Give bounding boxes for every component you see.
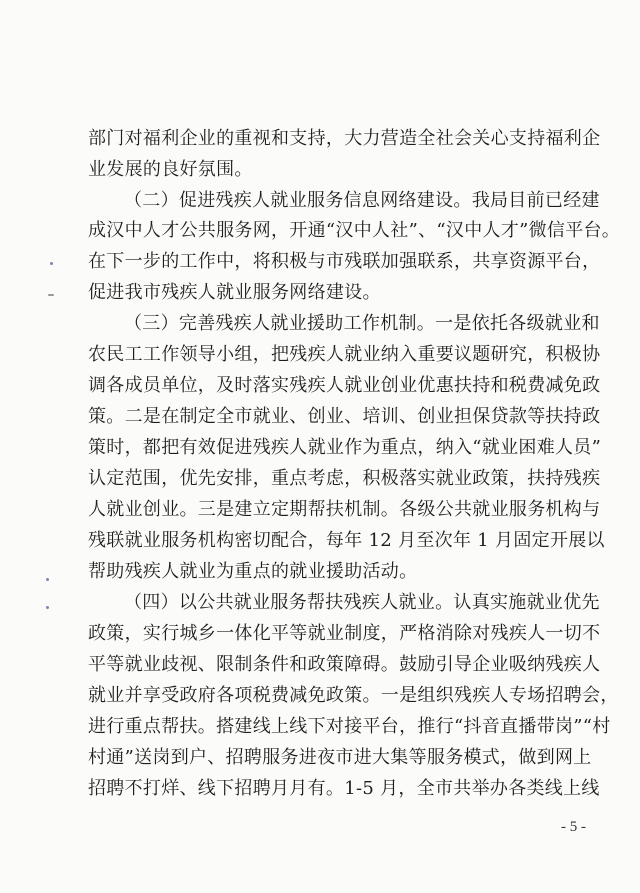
text-line: 认定范围，优先安排，重点考虑，积极落实就业政策，扶持残疾 bbox=[88, 468, 601, 489]
text-line: 残联就业服务机构密切配合，每年 12 月至次年 1 月固定开展以 bbox=[88, 530, 605, 551]
page-number: - 5 - bbox=[561, 819, 586, 835]
text-line: （三）完善残疾人就业援助工作机制。一是依托各级就业和 bbox=[124, 313, 600, 334]
text-line: 平等就业歧视、限制条件和政策障碍。鼓励引导企业吸纳残疾人 bbox=[88, 654, 601, 675]
text-line: 调各成员单位，及时落实残疾人就业创业优惠扶持和税费减免政 bbox=[88, 375, 601, 396]
text-line: 政策，实行城乡一体化平等就业制度，严格消除对残疾人一切不 bbox=[88, 623, 601, 644]
text-line: 部门对福利企业的重视和支持，大力营造全社会关心支持福利企 bbox=[88, 128, 601, 149]
text-line: 村通”送岗到户、招聘服务进夜市进大集等服务模式，做到网上 bbox=[88, 747, 592, 768]
scan-speck bbox=[50, 262, 53, 265]
text-line: 人就业创业。三是建立定期帮扶机制。各级公共就业服务机构与 bbox=[88, 499, 601, 520]
text-line: 在下一步的工作中，将积极与市残联加强联系，共享资源平台， bbox=[88, 251, 601, 272]
text-line: 农民工工作领导小组，把残疾人就业纳入重要议题研究，积极协 bbox=[88, 344, 601, 365]
text-line: 成汉中人才公共服务网，开通“汉中人社”、“汉中人才”微信平台。 bbox=[88, 220, 621, 241]
scan-speck bbox=[48, 294, 54, 296]
text-line: 就业并享受政府各项税费减免政策。一是组织残疾人专场招聘会， bbox=[88, 685, 619, 706]
scan-speck bbox=[46, 578, 49, 581]
text-line: 策时，都把有效促进残疾人就业作为重点，纳入“就业困难人员” bbox=[88, 437, 602, 458]
text-line: 进行重点帮扶。搭建线上线下对接平台，推行“抖音直播带岗”“村 bbox=[88, 716, 611, 737]
text-line: 帮助残疾人就业为重点的就业援助活动。 bbox=[88, 561, 418, 582]
text-line: 招聘不打烊、线下招聘月月有。1-5 月，全市共举办各类线上线 bbox=[88, 778, 600, 799]
text-line: （二）促进残疾人就业服务信息网络建设。我局目前已经建 bbox=[124, 190, 600, 211]
text-line: 策。二是在制定全市就业、创业、培训、创业担保贷款等扶持政 bbox=[88, 406, 601, 427]
scan-speck bbox=[46, 606, 49, 609]
text-line: （四）以公共就业服务帮扶残疾人就业。认真实施就业优先 bbox=[124, 592, 600, 613]
text-line: 促进我市残疾人就业服务网络建设。 bbox=[88, 282, 381, 303]
text-line: 业发展的良好氛围。 bbox=[88, 159, 253, 180]
